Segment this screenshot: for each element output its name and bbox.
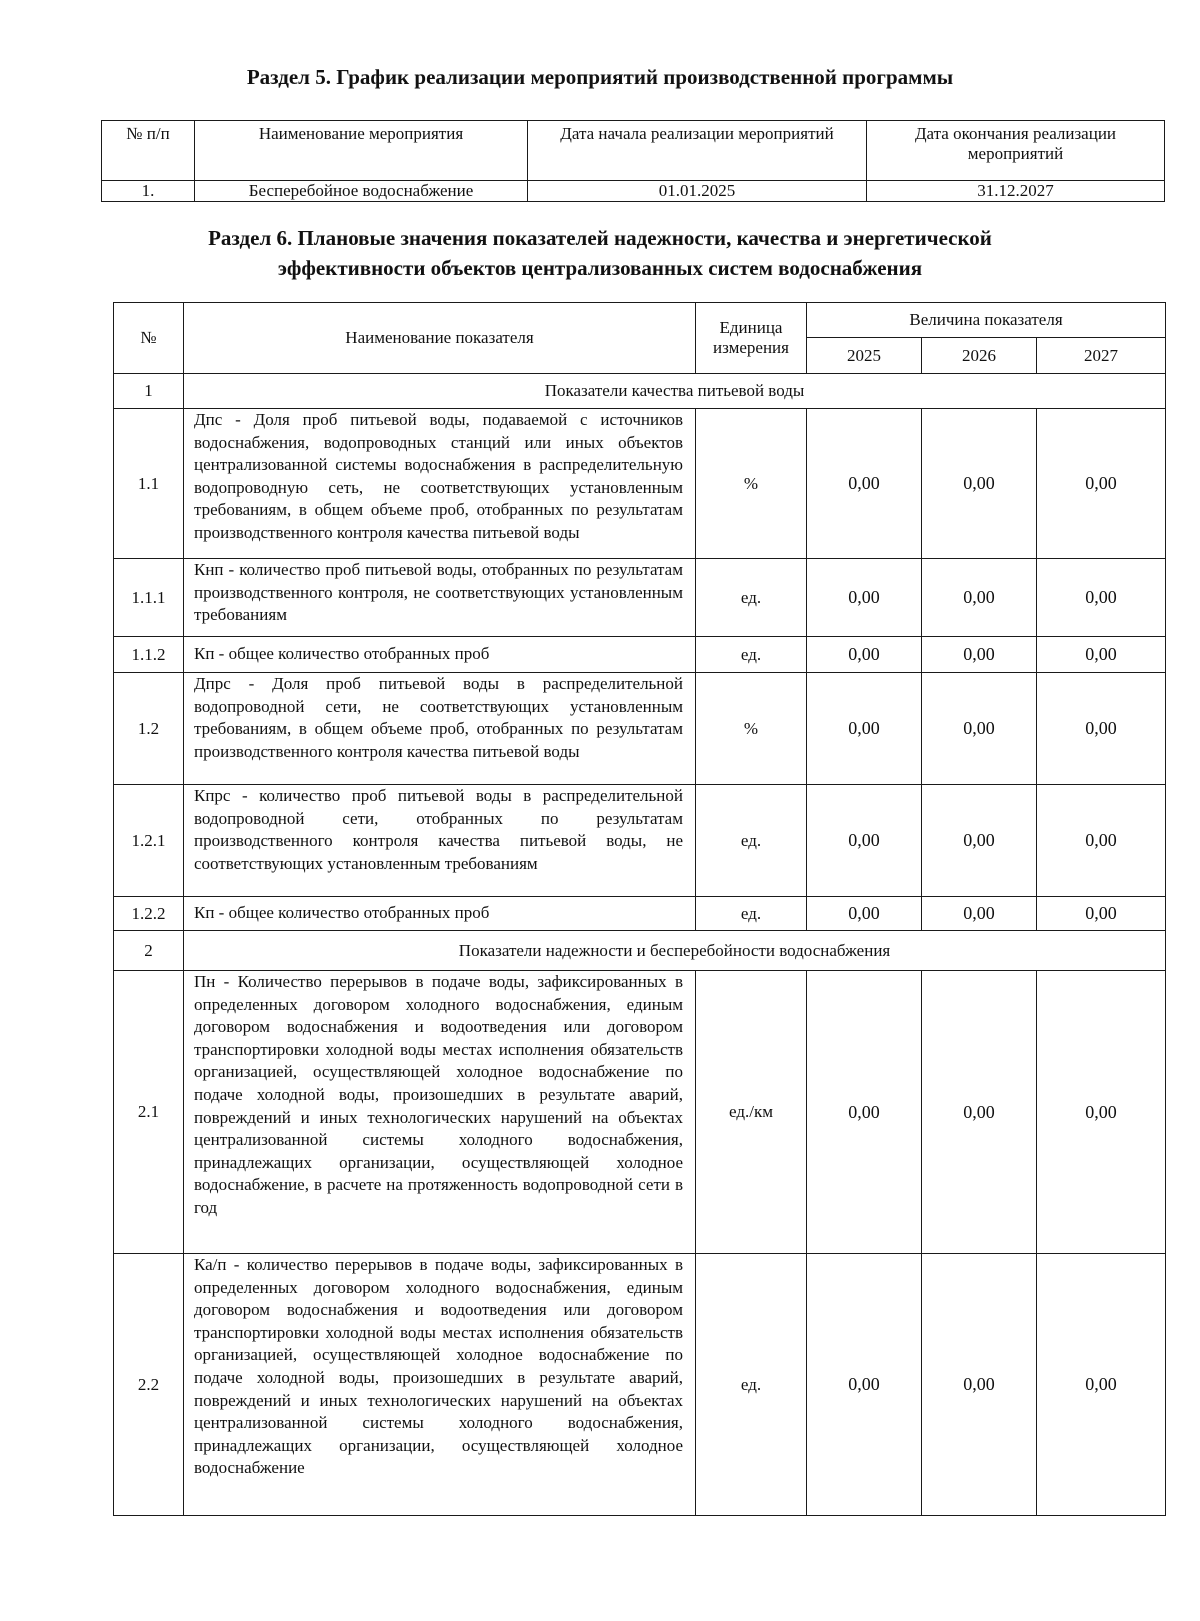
value-2026: 0,00 bbox=[922, 637, 1037, 673]
table-row bbox=[114, 897, 1166, 931]
table-row bbox=[114, 1254, 1166, 1516]
col-header-value: Величина показателя bbox=[807, 303, 1166, 338]
indicator-name: Кп - общее количество отобранных проб bbox=[184, 897, 696, 931]
value-2026: 0,00 bbox=[922, 785, 1037, 897]
row-num: 1. bbox=[102, 181, 195, 202]
schedule-header-row bbox=[102, 121, 1165, 181]
col-header-start-date: Дата начала реализации мероприятий bbox=[528, 121, 867, 181]
value-2025: 0,00 bbox=[807, 673, 922, 785]
indicator-unit: % bbox=[696, 409, 807, 559]
indicator-name: Ка/п - количество перерывов в подаче воды, зафиксированных в определенных договором холодного водоснабжения, единым договором водоснабжения и водоотведения или договором транспортировки холодной воды местах исполнения обязательств организацией, осуществляющей холодное водоснабжение по подаче холодной воды, произошедших в результате аварий, повреждений и иных технологических нарушений на объектах централизованной системы холодного водоснабжения, принадлежащих организации, осуществляющей холодное водоснабжение bbox=[184, 1254, 696, 1516]
row-num: 1.2.2 bbox=[114, 897, 184, 931]
group-title: Показатели качества питьевой воды bbox=[184, 374, 1166, 409]
table-row bbox=[114, 673, 1166, 785]
group-title: Показатели надежности и бесперебойности водоснабжения bbox=[184, 931, 1166, 971]
group-num: 2 bbox=[114, 931, 184, 971]
value-2026: 0,00 bbox=[922, 559, 1037, 637]
col-header-indicator-name: Наименование показателя bbox=[184, 303, 696, 374]
value-2027: 0,00 bbox=[1037, 409, 1166, 559]
indicator-name: Кнп - количество проб питьевой воды, отобранных по результатам производственного контроля, не соответствующих установленным требованиям bbox=[184, 559, 696, 637]
value-2027: 0,00 bbox=[1037, 673, 1166, 785]
indicator-name: Пн - Количество перерывов в подаче воды, зафиксированных в определенных договором холодного водоснабжения, единым договором водоснабжения и водоотведения или договором транспортировки холодной воды местах исполнения обязательств организацией, осуществляющей холодное водоснабжение по подаче холодной воды, произошедших в результате аварий, повреждений и иных технологических нарушений на объектах централизованной системы холодного водоснабжения, принадлежащих организации, осуществляющей холодное водоснабжение, в расчете на протяженность водопроводной сети в год bbox=[184, 971, 696, 1254]
section6-title-line1: Раздел 6. Плановые значения показателей надежности, качества и энергетической bbox=[208, 226, 992, 250]
row-num: 1.1.2 bbox=[114, 637, 184, 673]
table-row bbox=[102, 181, 1165, 202]
event-name: Бесперебойное водоснабжение bbox=[195, 181, 528, 202]
table-row bbox=[114, 637, 1166, 673]
col-header-event-name: Наименование мероприятия bbox=[195, 121, 528, 181]
indicator-name: Дпс - Доля проб питьевой воды, подаваемой с источников водоснабжения, водопроводных станций или иных объектов централизованной системы водоснабжения в распределительную водопроводную сеть, не соответствующих установленным требованиям, в общем объеме проб, отобранных по результатам производственного контроля качества питьевой воды bbox=[184, 409, 696, 559]
value-2025: 0,00 bbox=[807, 1254, 922, 1516]
row-num: 1.1 bbox=[114, 409, 184, 559]
col-header-num: № п/п bbox=[102, 121, 195, 181]
row-num: 1.2.1 bbox=[114, 785, 184, 897]
indicators-header-row bbox=[114, 303, 1166, 338]
col-header-year-2027: 2027 bbox=[1037, 338, 1166, 374]
section6-title-line2: эффективности объектов централизованных систем водоснабжения bbox=[277, 256, 923, 280]
value-2026: 0,00 bbox=[922, 673, 1037, 785]
indicator-unit: ед. bbox=[696, 897, 807, 931]
indicator-unit: % bbox=[696, 673, 807, 785]
value-2025: 0,00 bbox=[807, 785, 922, 897]
indicator-unit: ед. bbox=[696, 637, 807, 673]
col-header-unit: Единица измерения bbox=[696, 303, 807, 374]
value-2027: 0,00 bbox=[1037, 559, 1166, 637]
row-num: 2.2 bbox=[114, 1254, 184, 1516]
col-header-year-2025: 2025 bbox=[807, 338, 922, 374]
indicators-table bbox=[113, 302, 1166, 1516]
table-row bbox=[114, 785, 1166, 897]
section5-title: Раздел 5. График реализации мероприятий производственной программы bbox=[246, 65, 954, 89]
group-num: 1 bbox=[114, 374, 184, 409]
col-header-year-2026: 2026 bbox=[922, 338, 1037, 374]
indicator-unit: ед. bbox=[696, 559, 807, 637]
value-2025: 0,00 bbox=[807, 637, 922, 673]
indicator-name: Кп - общее количество отобранных проб bbox=[184, 637, 696, 673]
schedule-table bbox=[101, 120, 1165, 202]
group-row bbox=[114, 931, 1166, 971]
value-2026: 0,00 bbox=[922, 897, 1037, 931]
value-2025: 0,00 bbox=[807, 897, 922, 931]
indicator-unit: ед. bbox=[696, 785, 807, 897]
value-2026: 0,00 bbox=[922, 409, 1037, 559]
value-2027: 0,00 bbox=[1037, 971, 1166, 1254]
value-2027: 0,00 bbox=[1037, 1254, 1166, 1516]
table-row bbox=[114, 409, 1166, 559]
indicator-unit: ед. bbox=[696, 1254, 807, 1516]
indicator-unit: ед./км bbox=[696, 971, 807, 1254]
value-2025: 0,00 bbox=[807, 971, 922, 1254]
value-2025: 0,00 bbox=[807, 409, 922, 559]
start-date: 01.01.2025 bbox=[528, 181, 867, 202]
indicator-name: Кпрс - количество проб питьевой воды в распределительной водопроводной сети, отобранных по результатам производственного контроля качества питьевой воды, не соответствующих установленным требованиям bbox=[184, 785, 696, 897]
row-num: 1.2 bbox=[114, 673, 184, 785]
group-row bbox=[114, 374, 1166, 409]
row-num: 1.1.1 bbox=[114, 559, 184, 637]
indicator-name: Дпрс - Доля проб питьевой воды в распределительной водопроводной сети, не соответствующих установленным требованиям, в общем объеме проб, отобранных по результатам производственного контроля качества питьевой воды bbox=[184, 673, 696, 785]
col-header-num: № bbox=[114, 303, 184, 374]
value-2027: 0,00 bbox=[1037, 785, 1166, 897]
table-row bbox=[114, 971, 1166, 1254]
row-num: 2.1 bbox=[114, 971, 184, 1254]
section6-title bbox=[0, 223, 1200, 283]
value-2027: 0,00 bbox=[1037, 637, 1166, 673]
value-2026: 0,00 bbox=[922, 971, 1037, 1254]
value-2025: 0,00 bbox=[807, 559, 922, 637]
value-2027: 0,00 bbox=[1037, 897, 1166, 931]
value-2026: 0,00 bbox=[922, 1254, 1037, 1516]
end-date: 31.12.2027 bbox=[867, 181, 1165, 202]
table-row bbox=[114, 559, 1166, 637]
col-header-end-date: Дата окончания реализации мероприятий bbox=[867, 121, 1165, 181]
